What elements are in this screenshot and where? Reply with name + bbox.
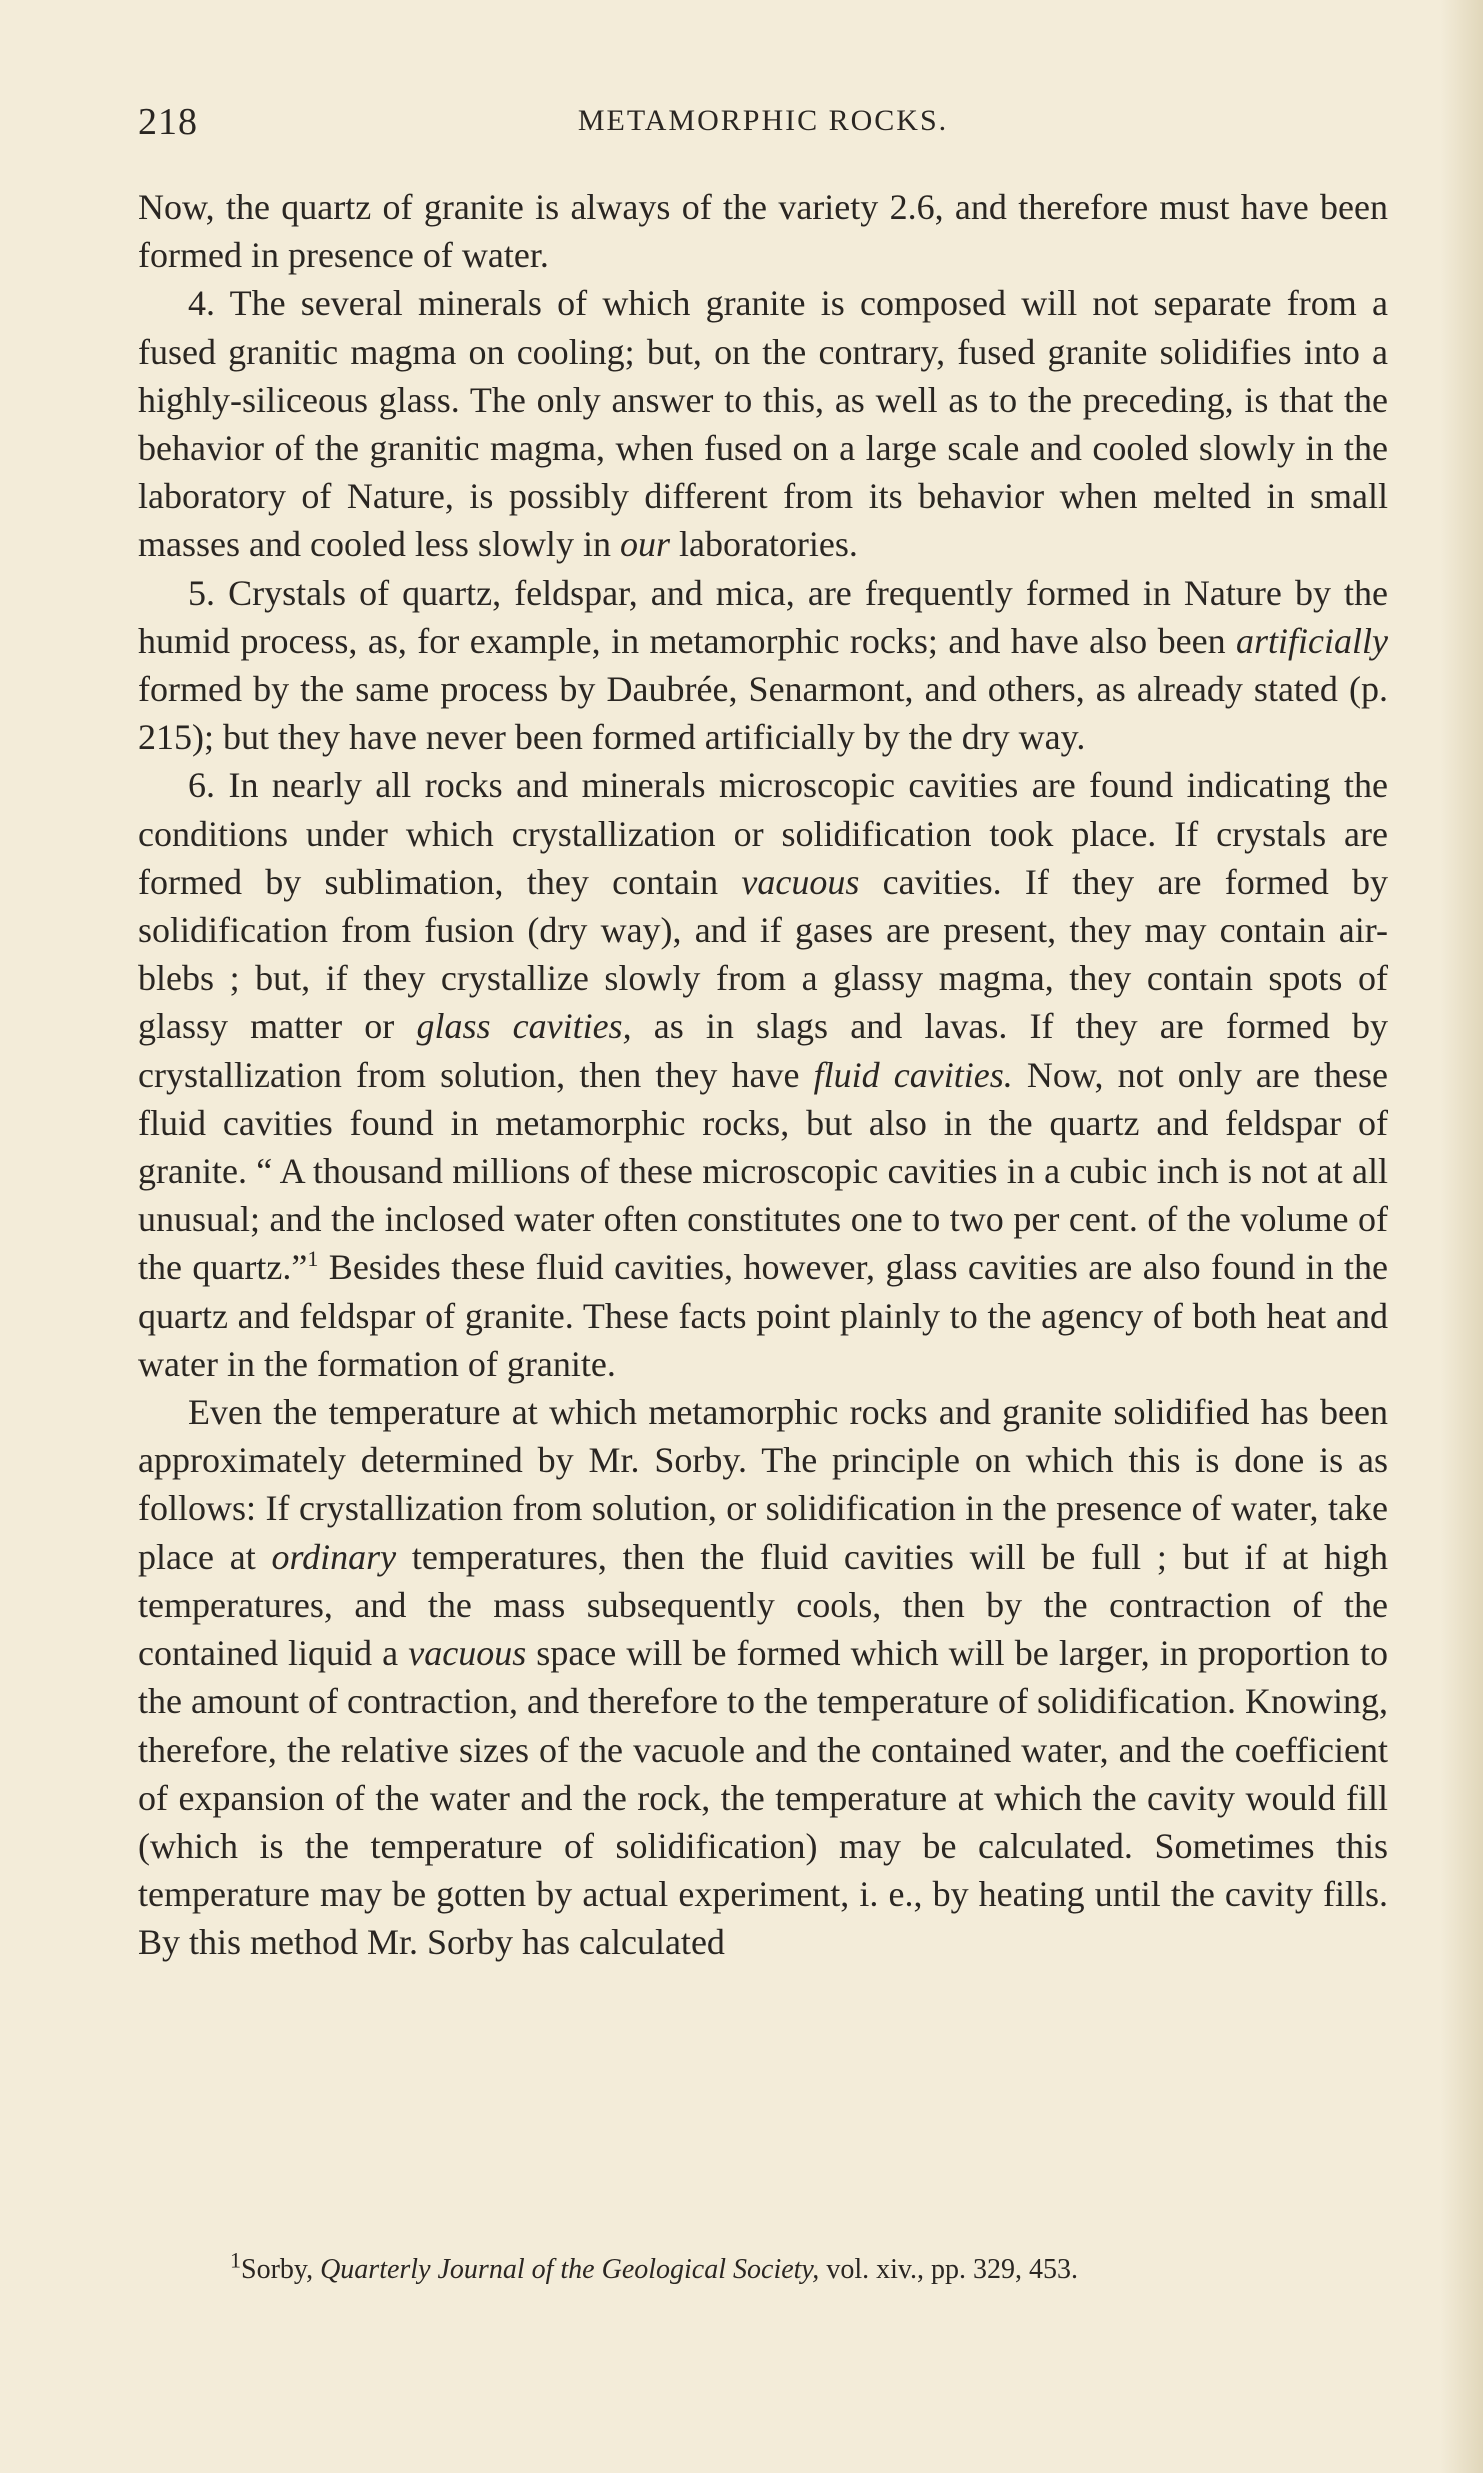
- emphasis: glass cavities,: [416, 1006, 632, 1047]
- footnote-marker: 1: [230, 2247, 241, 2273]
- paragraph-6: 6. In nearly all rocks and minerals microscopic cavities are found indicating the conditions under which crystallization or solidification took place. If crystals are formed by sublimation, they contain vacuous cavities. If they are formed by solidification from fusion (dry way), and if gases are present, they may contain air-blebs ; but, if they crystallize slowly from a glassy magma, they contain spots of glassy matter or glass cavities, as in slags and lavas. If they are formed by crystallization from solution, then they have fluid cavities. Now, not only are these fluid cavities found in metamorphic rocks, but also in the quartz and feldspar of granite. “ A thousand millions of these microscopic cavities in a cubic inch is not at all unusual; and the inclosed water often constitutes one to two per cent. of the volume of the quartz.”$^1$ Besides these fluid cavities, however, glass cavities are also found in the quartz and feldspar of granite. These facts point plainly to the agency of both heat and water in the formation of granite.: [138, 765, 1389, 1384]
- journal-title: Quarterly Journal of the Geological Society,: [320, 2254, 820, 2285]
- emphasis: vacuous: [741, 861, 860, 902]
- body-text: [138, 183, 1388, 1967]
- running-title: METAMORPHIC ROCKS.: [577, 104, 949, 137]
- footnote-reference[interactable]: 1: [307, 1246, 319, 1272]
- emphasis: our: [619, 524, 670, 565]
- emphasis: fluid cavities.: [813, 1054, 1013, 1095]
- paragraph-continuation: Now, the quartz of granite is always of the variety 2.6, and therefore must have been formed in presence of water.: [138, 187, 1388, 276]
- page-header: [138, 100, 1388, 160]
- paragraph-5: 5. Crystals of quartz, feldspar, and mica, are frequently formed in Nature by the humid process, as, for example, in metamorphic rocks; and have also been artificially formed by the same process by Daubrée, Senarmont, and others, as already stated (p. 215); but they have never been formed artificially by the dry way.: [138, 572, 1388, 758]
- page-number: 218: [138, 101, 198, 143]
- emphasis: ordinary: [271, 1536, 397, 1577]
- emphasis: vacuous: [408, 1633, 527, 1674]
- paragraph-temperature: Even the temperature at which metamorphic rocks and granite solidified has been approximately determined by Mr. Sorby. The principle on which this is done is as follows: If crystallization from solution, or solidification in the presence of water, take place at ordinary temperatures, then the fluid cavities will be full ; but if at high temperatures, and the mass subsequently cools, then by the contraction of the contained liquid a vacuous space will be formed which will be larger, in proportion to the amount of contraction, and therefore to the temperature of solidification. Knowing, therefore, the relative sizes of the vacuole and the contained water, and the coefficient of expansion of the water and the rock, the temperature at which the cavity would fill (which is the temperature of solidification) may be calculated. Sometimes this temperature may be gotten by actual experiment, i. e., by heating until the cavity fills. By this method Mr. Sorby has calculated: [138, 1392, 1389, 1963]
- footnote: $^1$Sorby, Quarterly Journal of the Geological Society, vol. xiv., pp. 329, 453.: [230, 2247, 1079, 2285]
- paragraph-4: 4. The several minerals of which granite is composed will not separate from a fused granitic magma on cooling; but, on the contrary, fused granite solidifies into a highly-siliceous glass. The only answer to this, as well as to the preceding, is that the behavior of the granitic magma, when fused on a large scale and cooled slowly in the laboratory of Nature, is possibly different from its behavior when melted in small masses and cooled less slowly in our laboratories.: [138, 283, 1388, 565]
- emphasis: artificially: [1236, 620, 1388, 661]
